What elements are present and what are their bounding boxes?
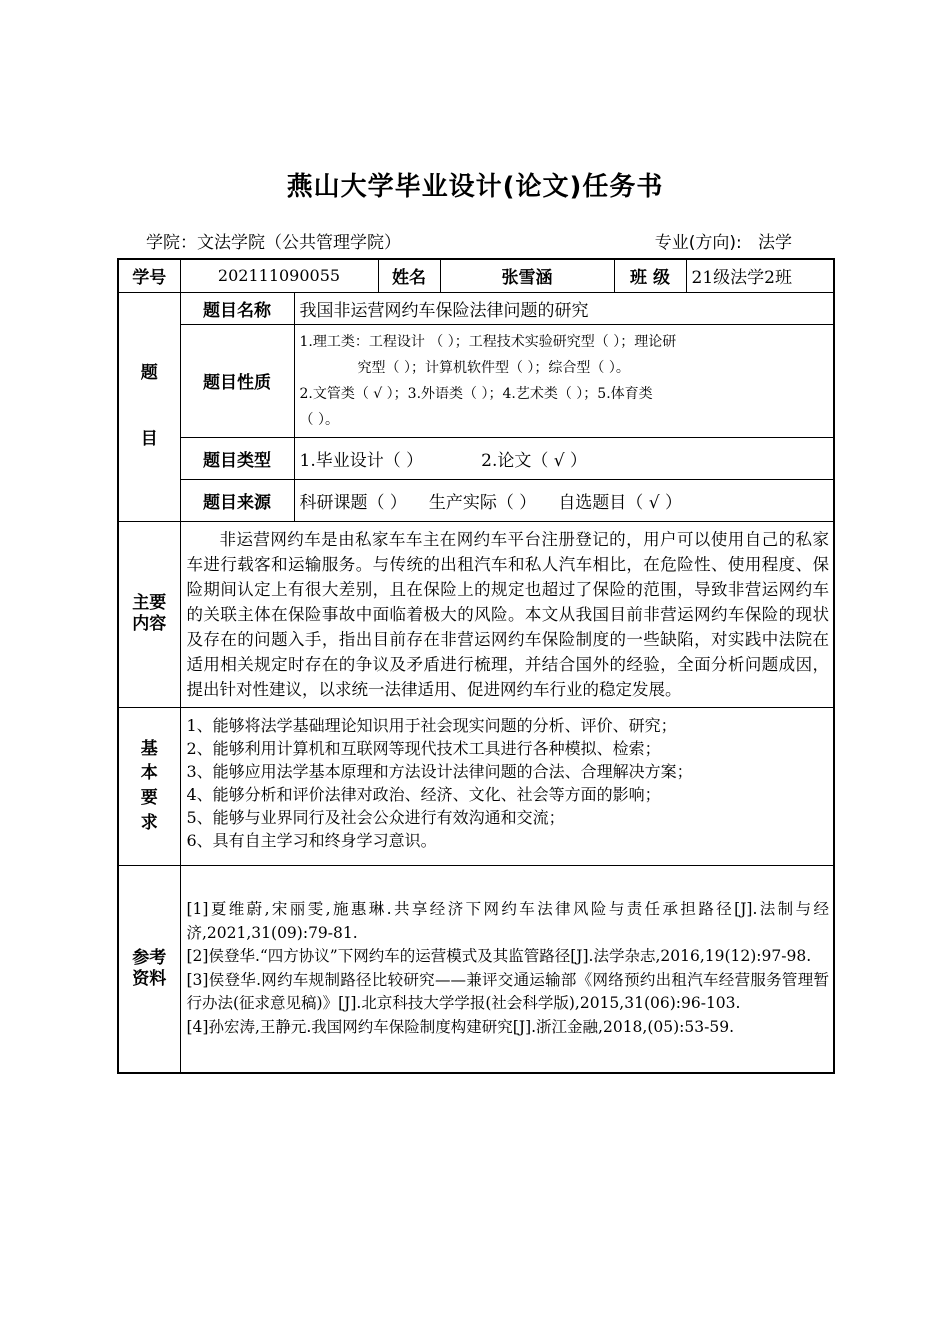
name-label: 姓名 — [378, 259, 440, 292]
main-content-row — [118, 521, 834, 707]
requirements-row — [118, 707, 834, 865]
topic-name-row — [118, 292, 834, 324]
requirement-item: 2、能够利用计算机和互联网等现代技术工具进行各种模拟、检索； — [186, 738, 661, 758]
class-label: 班 级 — [614, 259, 686, 292]
requirements-label-4: 求 — [140, 812, 158, 833]
document-title: 燕山大学毕业设计(论文)任务书 — [286, 172, 664, 202]
major-group — [655, 228, 792, 253]
topic-type-label: 题目类型 — [180, 437, 294, 479]
requirement-item: 3、能够应用法学基本原理和方法设计法律问题的合法、合理解决方案； — [186, 761, 693, 781]
reference-item: [2]侯登华.“四方协议”下网约车的运营模式及其监管路径[J].法学杂志,2016,19(12):97-98. — [186, 947, 812, 966]
source-option-self: 自选题目（ √ ） — [558, 492, 682, 513]
requirement-item: 4、能够分析和评价法律对政治、经济、文化、社会等方面的影响； — [186, 784, 661, 804]
requirement-item: 1、能够将法学基础理论知识用于社会现实问题的分析、评价、研究； — [186, 715, 677, 735]
main-content-label — [118, 521, 180, 707]
topic-section-label — [118, 292, 180, 521]
topic-source-label: 题目来源 — [180, 479, 294, 521]
source-option-production: 生产实际（ ） — [428, 492, 537, 513]
student-id-value: 202111090055 — [180, 259, 378, 292]
topic-name-value: 我国非运营网约车保险法律问题的研究 — [294, 292, 834, 324]
nature-line-3: 2.文管类（ √ ）；3.外语类（ ）；4.艺术类（ ）；5.体育类 — [299, 385, 653, 402]
requirements-label-1: 基 — [140, 738, 158, 759]
references-label-1: 参考 — [132, 947, 167, 968]
topic-source-value — [294, 479, 834, 521]
main-content-label-1: 主要 — [132, 592, 167, 613]
main-content-value — [180, 521, 834, 707]
requirements-label-2: 本 — [140, 763, 158, 784]
topic-nature-label: 题目性质 — [180, 324, 294, 437]
nature-line-4: （ ）。 — [299, 411, 339, 428]
name-value: 张雪涵 — [440, 259, 614, 292]
type-option-thesis: 2.论文（ √ ） — [481, 450, 587, 471]
topic-name-label: 题目名称 — [180, 292, 294, 324]
major-value: 法学 — [758, 233, 792, 253]
topic-type-row — [118, 437, 834, 479]
references-label-2: 资料 — [132, 968, 167, 989]
topic-nature-value — [294, 324, 834, 437]
task-form-table — [117, 258, 835, 1074]
main-content-label-2: 内容 — [132, 614, 167, 634]
college-label: 学院： — [146, 233, 197, 253]
meta-row — [146, 228, 792, 253]
topic-label-char-1: 题 — [140, 363, 158, 384]
nature-line-2: 究型（ ）；计算机软件型（ ）；综合型（ ）。 — [357, 359, 630, 376]
main-content-text: 非运营网约车是由私家车车主在网约车平台注册登记的，用户可以使用自己的私家车进行载客和运输服务。与传统的出租汽车和私人汽车相比，在危险性、使用程度、保险期间认定上有很大差别，且在保险上的规定也超过了保险的范围，导致非营运网约车的关联主体在保险事故中面临着极大的风险。本文从我国目前非营运网约车保险的现状及存在的问题入手，指出目前存在非营运网约车保险制度的一些缺陷，对实践中法院在适用相关规定时存在的争议及矛盾进行梳理，并结合国外的经验，全面分析问题成因，提出针对性建议，以求统一法律适用、促进网约车行业的稳定发展。 — [186, 529, 829, 699]
requirements-list — [180, 707, 834, 865]
reference-item: [1]夏维蔚,宋丽雯,施惠琳.共享经济下网约车法律风险与责任承担路径[J].法制与经济,2021,31(09):79-81. — [186, 900, 829, 942]
reference-item: [3]侯登华.网约车规制路径比较研究——兼评交通运输部《网络预约出租汽车经营服务管理暂行办法(征求意见稿)》[J].北京科技大学学报(社会科学版),2015,31(06):96-103. — [186, 970, 829, 1013]
class-value: 21级法学2班 — [686, 259, 834, 292]
requirements-label — [118, 707, 180, 865]
references-list — [180, 865, 834, 1073]
references-label — [118, 865, 180, 1073]
topic-type-value — [294, 437, 834, 479]
topic-label-char-2: 目 — [140, 428, 158, 449]
requirements-label-3: 要 — [140, 788, 158, 808]
type-option-thesis-design: 1.毕业设计（ ） — [299, 450, 424, 471]
source-option-research: 科研课题（ ） — [299, 492, 407, 513]
reference-item: [4]孙宏涛,王静元.我国网约车保险制度构建研究[J].浙江金融,2018,(05):53-59. — [186, 1017, 734, 1036]
header-row — [118, 259, 834, 292]
requirement-item: 5、能够与业界同行及社会公众进行有效沟通和交流； — [186, 807, 565, 827]
student-id-label: 学号 — [118, 259, 180, 292]
nature-line-1: 1.理工类：工程设计 （ ）；工程技术实验研究型（ ）；理论研 — [299, 333, 677, 350]
major-label: 专业(方向): — [654, 233, 742, 253]
references-row — [118, 865, 834, 1073]
requirement-item: 6、具有自主学习和终身学习意识。 — [186, 830, 437, 850]
college-value: 文法学院（公共管理学院） — [197, 233, 401, 253]
topic-nature-row — [118, 324, 834, 437]
topic-source-row — [118, 479, 834, 521]
